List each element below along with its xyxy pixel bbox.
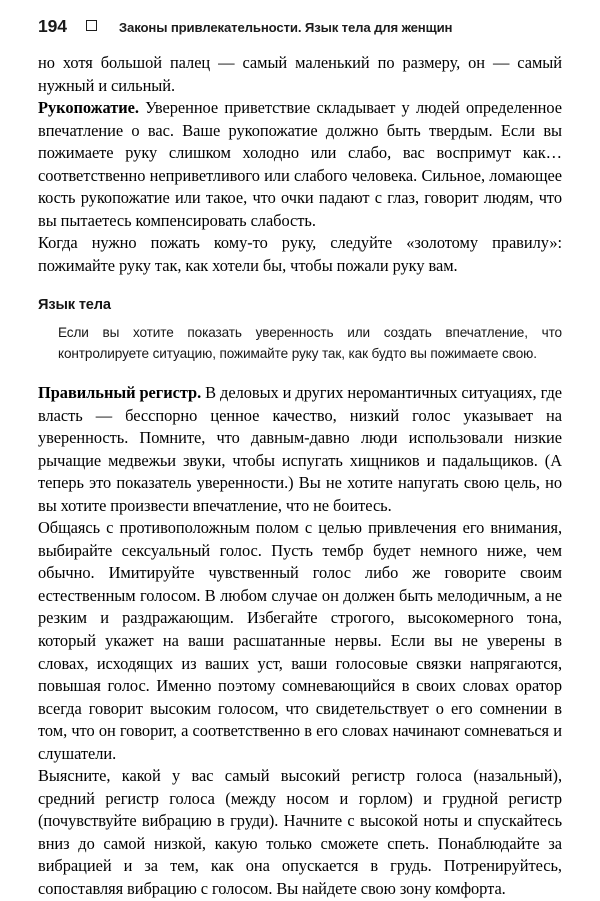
text-column — [38, 52, 562, 901]
paragraph-text: Когда нужно пожать кому-то руку, следуйте «золотому правилу»: пожимайте руку так, как хотели бы, чтобы пожали руку вам. — [38, 233, 562, 275]
paragraph-text: Выясните, какой у вас самый высокий регистр голоса (назальный), средний регистр голоса (между носом и горлом) и грудной регистр (почувствуйте вибрацию в груди). Начните с высокой ноты и спускайтесь вниз до самой низкой, какую только сможете спеть. Понаблюдайте за вибрацией и за тем, как она опускается в грудь. Потренируйтесь, сопоставляя вибрацию с голосом. Вы найдете свою зону комфорта. — [38, 766, 562, 898]
paragraph-golden-rule — [38, 232, 562, 277]
paragraph-opposite-sex — [38, 517, 562, 765]
body-language-callout — [38, 297, 562, 364]
paragraph-find-register — [38, 765, 562, 900]
paragraph-lead-in: Правильный регистр. — [38, 382, 202, 402]
paragraph-lead-in: Рукопожатие. — [38, 98, 139, 118]
paragraph-handshake — [38, 97, 562, 232]
paragraph-text: Общаясь с противоположным полом с целью привлечения его внимания, выбирайте сексуальный голос. Пусть тембр будет немного ниже, чем обычно. Имитируйте чувственный голос либо же говорите своим естественным голосом. В любом случае он должен быть мелодичным, а не резким и раздражающим. Избегайте строгого, высокомерного тона, который укажет на ваши расшатанные нервы. Если вы не уверены в словах, исходящих из ваших уст, ваши голосовые связки напрягаются, повышая голос. Именно поэтому сомневающийся в своих словах оратор всегда говорит высоким голосом, что свидетельствует о его сомнении в том, что он говорит, а соответственно в его словах начинают сомневаться и слушатели. — [38, 518, 562, 763]
running-head-title: Законы привлекательности. Язык тела для женщин — [118, 20, 453, 35]
running-head — [38, 18, 562, 40]
callout-title: Язык тела — [38, 297, 111, 314]
paragraph-register — [38, 382, 562, 517]
paragraph-text: но хотя большой палец — самый маленький по размеру, он — самый нужный и сильный. — [38, 53, 562, 95]
paragraph-text: Уверенное приветствие складывает у людей определенное впечатление о вас. Ваше рукопожатие должно быть твердым. Если вы пожимаете руку слишком холодно или слабо, вас воспримут как… соответственно неприветливого или слабого человека. Сильное, ломающее кость рукопожатие или такое, что очки падают с глаз, говорит людям, что вы пытаетесь компенсировать слабость. — [38, 98, 562, 230]
paragraph-thumb-continuation — [38, 52, 562, 97]
callout-body: Если вы хотите показать уверенность или создать впечатление, что контролируете ситуацию, пожимайте руку так, как будто вы пожимаете свою. — [58, 324, 562, 361]
page-number: 194 — [38, 16, 67, 36]
square-outline-icon — [86, 20, 97, 31]
paragraph-text: В деловых и других неромантичных ситуациях, где власть — бесспорно ценное качество, низкий голос указывает на уверенность. Помните, что давным-давно люди использовали низкие рычащие медвежьи звуки, чтобы испугать хищников и падальщиков. (А теперь это показатель уверенности.) Вы не хотите напугать свою цель, но вы хотите произвести впечатление, что не боитесь. — [38, 382, 562, 515]
